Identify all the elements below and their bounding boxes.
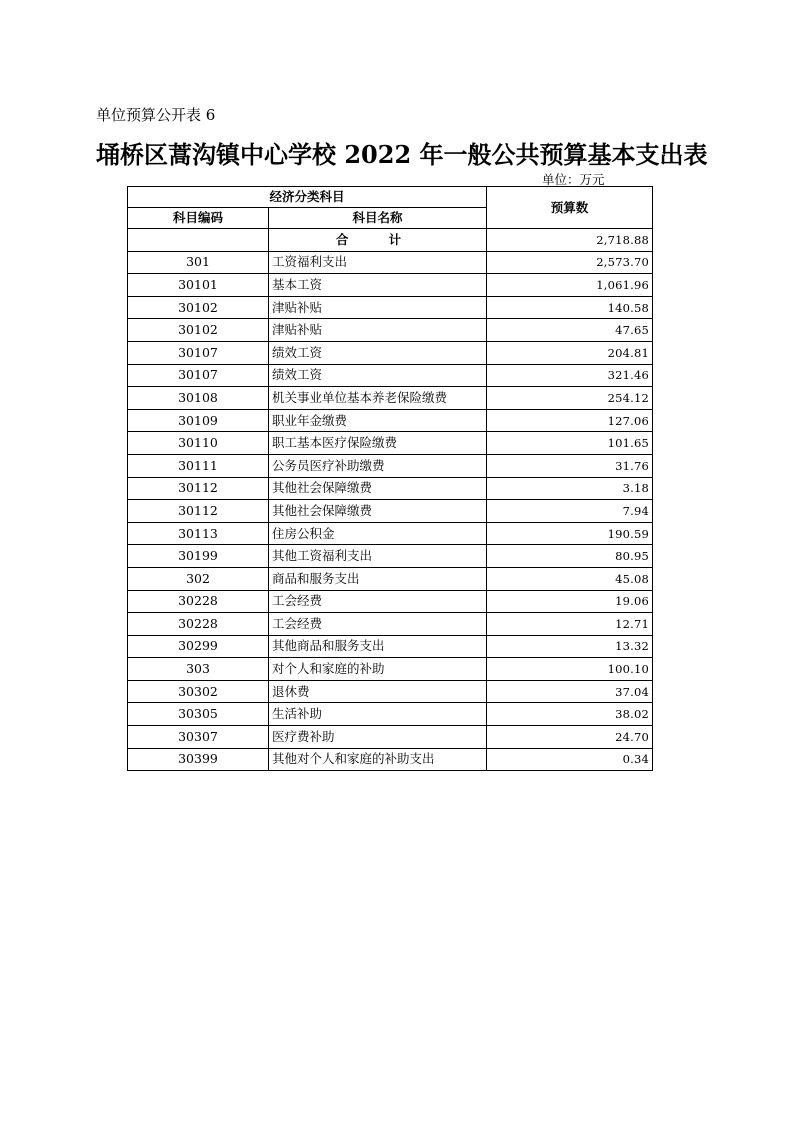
budget-amount-cell: 13.32 [487, 635, 653, 658]
budget-amount-cell: 47.65 [487, 319, 653, 342]
page-title: 埇桥区蒿沟镇中心学校 2022 年一般公共预算基本支出表 [96, 140, 708, 169]
table-row [128, 296, 653, 319]
budget-amount-cell: 204.81 [487, 341, 653, 364]
budget-amount-cell: 45.08 [487, 567, 653, 590]
subject-name-cell: 机关事业单位基本养老保险缴费 [269, 387, 487, 410]
table-row [128, 680, 653, 703]
subject-code-cell: 30113 [128, 522, 269, 545]
budget-amount-cell: 31.76 [487, 454, 653, 477]
subject-code-cell: 30107 [128, 341, 269, 364]
table-row [128, 387, 653, 410]
subject-code-cell: 30399 [128, 748, 269, 771]
total-label-cell: 合 计 [269, 229, 487, 252]
header-subject-name: 科目名称 [269, 208, 487, 229]
subject-code-cell: 30102 [128, 319, 269, 342]
table-row [128, 613, 653, 636]
subject-code-cell: 30228 [128, 613, 269, 636]
budget-amount-cell: 3.18 [487, 477, 653, 500]
budget-amount-cell: 80.95 [487, 545, 653, 568]
subject-code-cell: 30299 [128, 635, 269, 658]
subject-name-cell: 生活补助 [269, 703, 487, 726]
budget-amount-cell: 37.04 [487, 680, 653, 703]
table-row [128, 658, 653, 681]
table-row [128, 477, 653, 500]
subject-name-cell: 退休费 [269, 680, 487, 703]
subject-code-cell: 30110 [128, 432, 269, 455]
header-budget-amount: 预算数 [487, 187, 653, 229]
subject-code-cell: 30111 [128, 454, 269, 477]
budget-amount-cell: 24.70 [487, 726, 653, 749]
subject-name-cell: 职工基本医疗保险缴费 [269, 432, 487, 455]
subject-code-cell: 30112 [128, 500, 269, 523]
header-subject-code: 科目编码 [128, 208, 269, 229]
subject-code-cell: 301 [128, 251, 269, 274]
table-row [128, 364, 653, 387]
table-row [128, 635, 653, 658]
table-row [128, 432, 653, 455]
budget-amount-cell: 19.06 [487, 590, 653, 613]
subject-code-cell: 30307 [128, 726, 269, 749]
subject-name-cell: 工会经费 [269, 590, 487, 613]
subject-name-cell: 工资福利支出 [269, 251, 487, 274]
subject-code-cell: 30108 [128, 387, 269, 410]
subject-code-cell: 30302 [128, 680, 269, 703]
subject-code-cell: 30199 [128, 545, 269, 568]
subject-name-cell: 公务员医疗补助缴费 [269, 454, 487, 477]
total-row [128, 229, 653, 252]
table-row [128, 454, 653, 477]
budget-amount-cell: 100.10 [487, 658, 653, 681]
budget-amount-cell: 12.71 [487, 613, 653, 636]
subject-name-cell: 其他对个人和家庭的补助支出 [269, 748, 487, 771]
subject-name-cell: 其他工资福利支出 [269, 545, 487, 568]
budget-amount-cell: 0.34 [487, 748, 653, 771]
table-row [128, 500, 653, 523]
subject-code-cell: 30107 [128, 364, 269, 387]
subject-name-cell: 住房公积金 [269, 522, 487, 545]
budget-amount-cell: 321.46 [487, 364, 653, 387]
total-code-cell [128, 229, 269, 252]
table-row [128, 319, 653, 342]
subject-name-cell: 津贴补贴 [269, 296, 487, 319]
table-number-label: 单位预算公开表 6 [96, 106, 216, 124]
subject-name-cell: 绩效工资 [269, 364, 487, 387]
subject-code-cell: 30102 [128, 296, 269, 319]
subject-code-cell: 302 [128, 567, 269, 590]
budget-amount-cell: 101.65 [487, 432, 653, 455]
total-amount-cell: 2,718.88 [487, 229, 653, 252]
subject-name-cell: 职业年金缴费 [269, 409, 487, 432]
budget-amount-cell: 38.02 [487, 703, 653, 726]
subject-name-cell: 医疗费补助 [269, 726, 487, 749]
table-row [128, 522, 653, 545]
subject-name-cell: 津贴补贴 [269, 319, 487, 342]
table-row [128, 251, 653, 274]
table-row [128, 726, 653, 749]
subject-code-cell: 30101 [128, 274, 269, 297]
budget-amount-cell: 1,061.96 [487, 274, 653, 297]
budget-amount-cell: 127.06 [487, 409, 653, 432]
budget-amount-cell: 2,573.70 [487, 251, 653, 274]
subject-code-cell: 30109 [128, 409, 269, 432]
unit-label: 单位：万元 [542, 172, 605, 187]
subject-code-cell: 30228 [128, 590, 269, 613]
table-row [128, 341, 653, 364]
budget-amount-cell: 7.94 [487, 500, 653, 523]
subject-name-cell: 基本工资 [269, 274, 487, 297]
table-row [128, 590, 653, 613]
budget-amount-cell: 190.59 [487, 522, 653, 545]
table-row [128, 545, 653, 568]
subject-name-cell: 工会经费 [269, 613, 487, 636]
budget-amount-cell: 140.58 [487, 296, 653, 319]
budget-amount-cell: 254.12 [487, 387, 653, 410]
subject-name-cell: 绩效工资 [269, 341, 487, 364]
table-row [128, 274, 653, 297]
subject-name-cell: 其他商品和服务支出 [269, 635, 487, 658]
subject-code-cell: 30112 [128, 477, 269, 500]
subject-code-cell: 303 [128, 658, 269, 681]
table-row [128, 748, 653, 771]
budget-table [127, 186, 653, 771]
subject-name-cell: 对个人和家庭的补助 [269, 658, 487, 681]
header-economic-classification: 经济分类科目 [128, 187, 487, 208]
subject-name-cell: 其他社会保障缴费 [269, 477, 487, 500]
subject-name-cell: 商品和服务支出 [269, 567, 487, 590]
table-row [128, 409, 653, 432]
table-row [128, 567, 653, 590]
subject-code-cell: 30305 [128, 703, 269, 726]
header-row-group [128, 187, 653, 208]
table-row [128, 703, 653, 726]
subject-name-cell: 其他社会保障缴费 [269, 500, 487, 523]
